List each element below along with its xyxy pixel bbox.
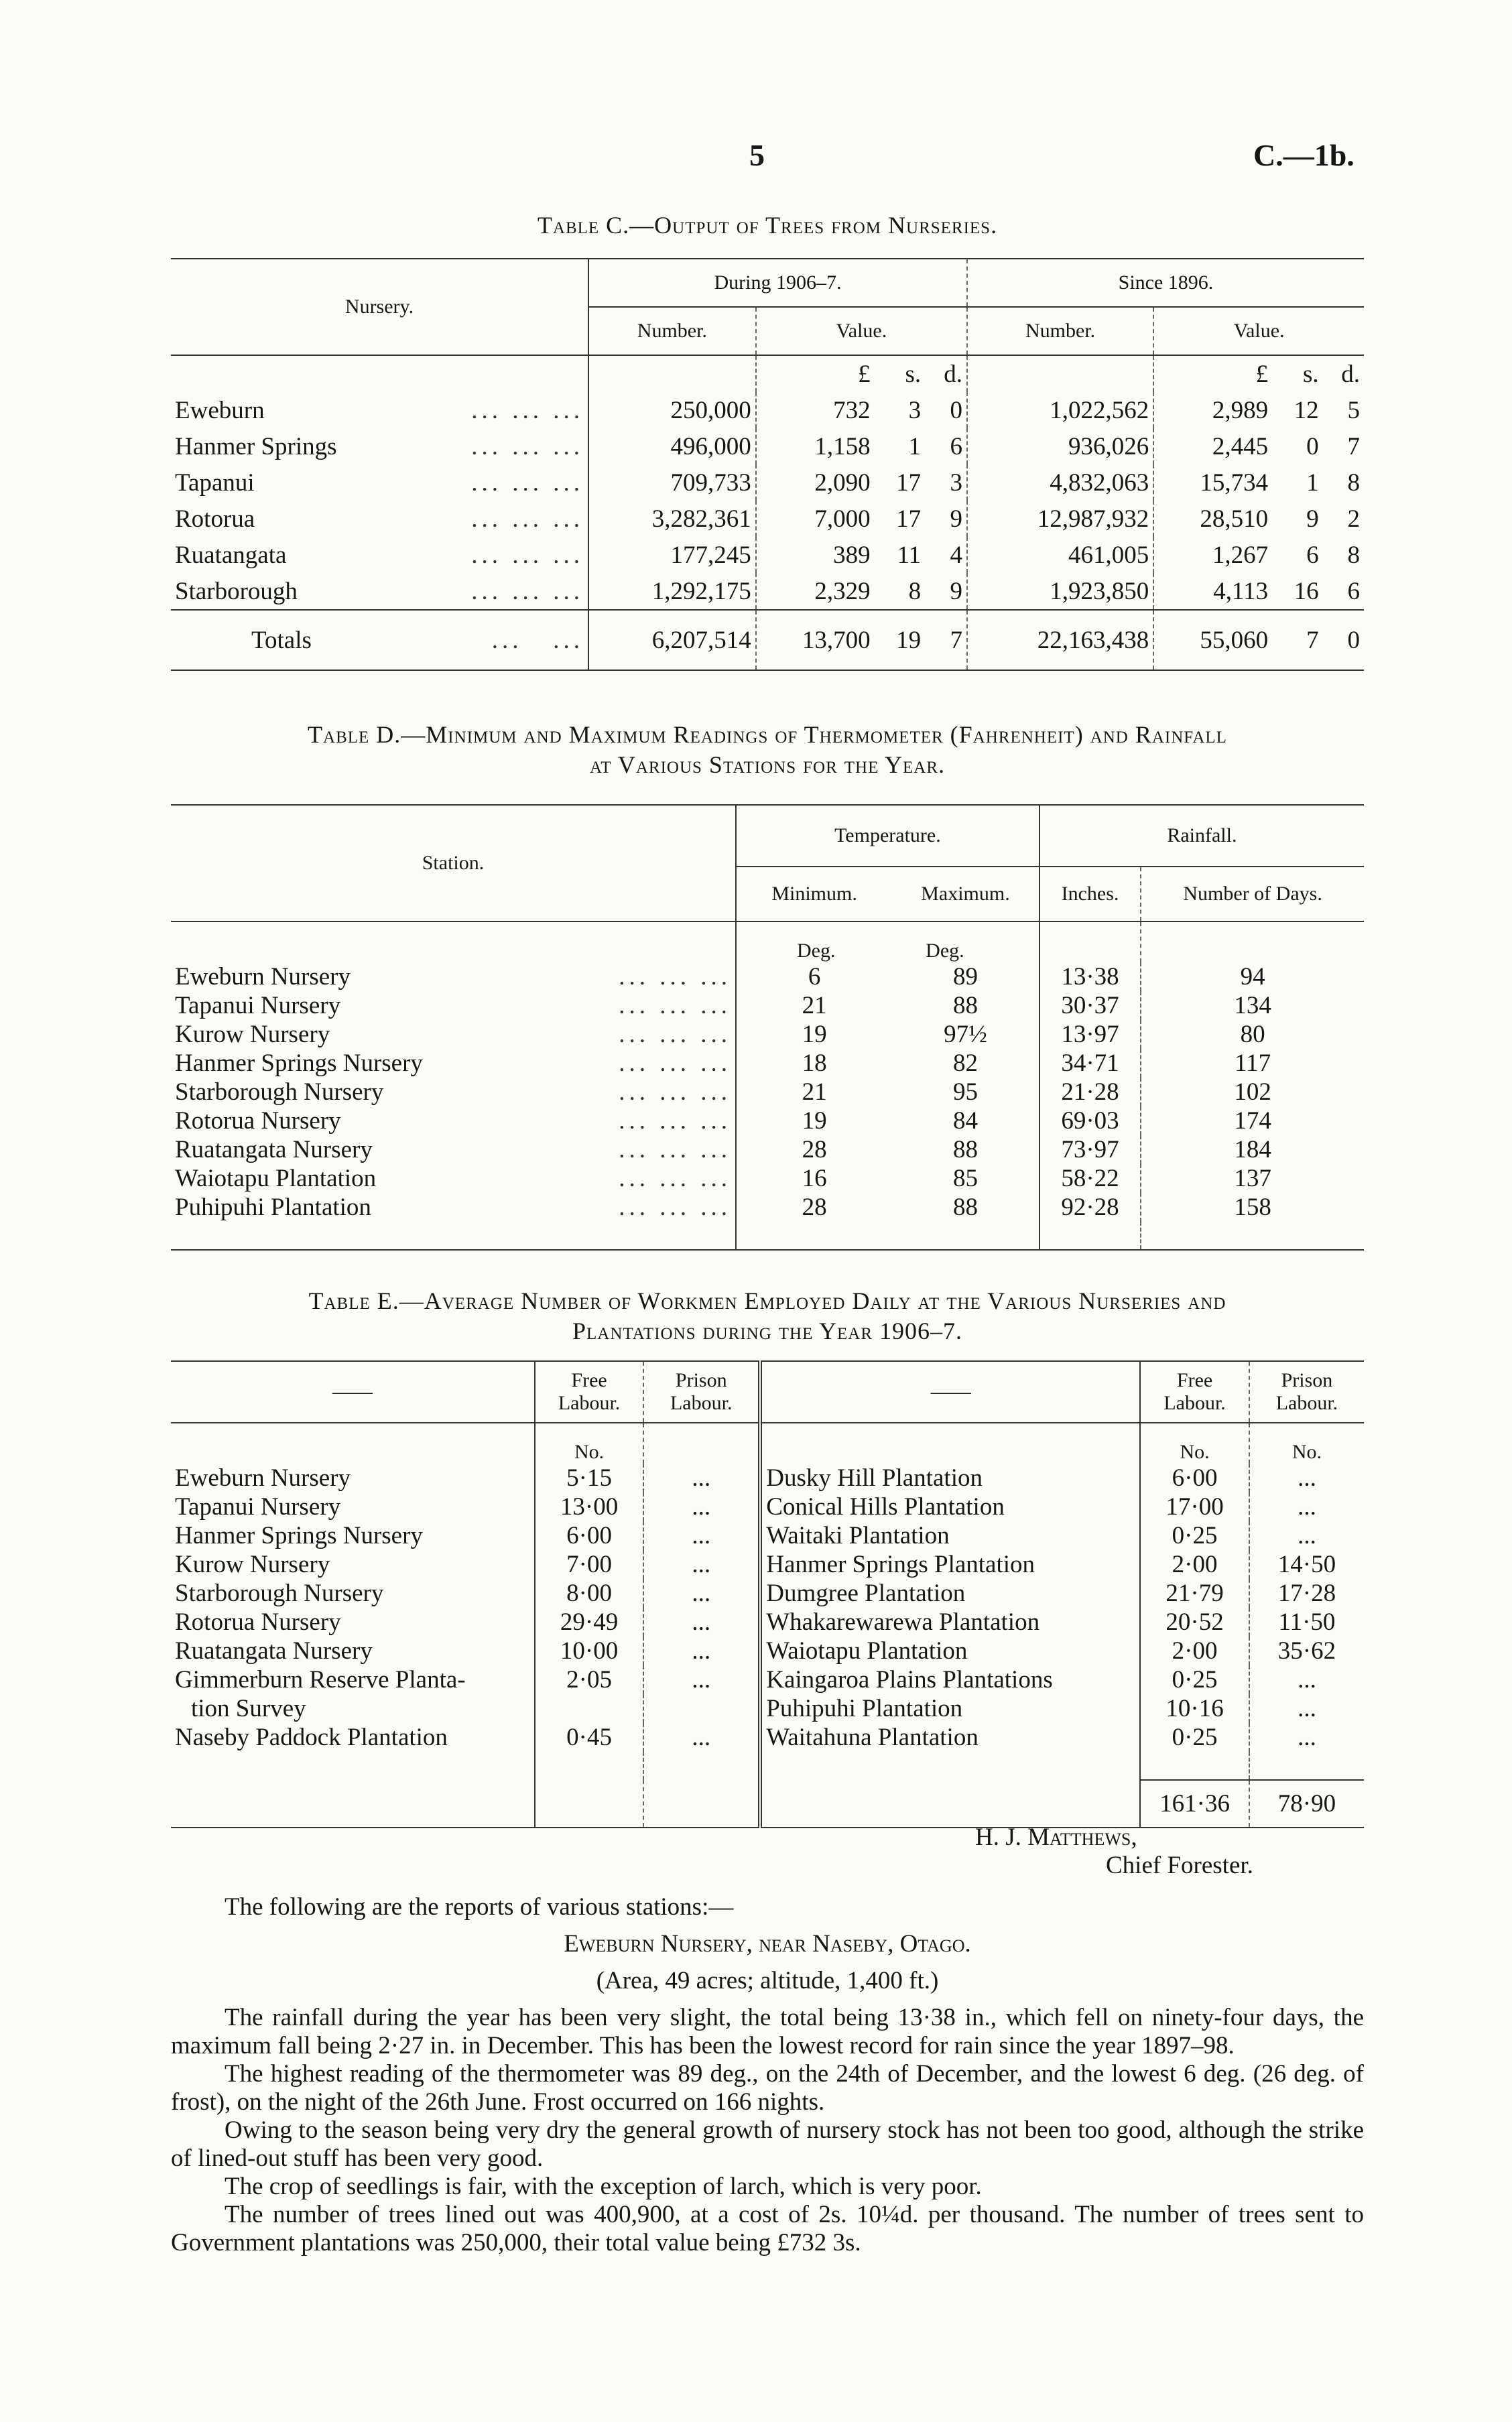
right-cell-prison: 35·62 [1277,1637,1336,1665]
table-row [171,1665,1364,1694]
table-row [171,1694,1364,1723]
cell-station: Kurow Nursery [175,1021,330,1048]
cell-s1: 17 [896,468,922,497]
cell-n2: 461,005 [1068,541,1149,569]
cell-days: 117 [1235,1049,1271,1077]
cell-n1: 177,245 [670,541,751,569]
cell-min: 18 [802,1049,827,1077]
cell-max: 82 [952,1049,978,1077]
right-cell-name: Conical Hills Plantation [766,1493,1005,1521]
cell-l1: 2,329 [814,577,871,605]
table-e-col-free-right: Free Labour. [1140,1361,1249,1423]
table-e-col-prison-left: Prison Labour. [643,1361,760,1423]
left-cell-name: Starborough Nursery [175,1580,384,1607]
left-cell-name: Kurow Nursery [175,1551,330,1578]
table-d-col-min: Minimum. [736,867,892,921]
report-paragraph: The number of trees lined out was 400,900, at a cost of 2s. 10¼d. per thousand. The number of trees sent to Government plantations was 250,000, their total value being £732 3s. [171,2201,1364,2256]
right-cell-prison: 11·50 [1278,1608,1336,1636]
cell-name: Ruatangata [175,541,287,569]
unit-no: No. [1249,1423,1364,1464]
cell-s1: 3 [908,396,922,424]
cell-l1: 2,090 [814,468,871,497]
right-cell-free: 2·00 [1172,1551,1218,1578]
right-cell-free: 17·00 [1166,1493,1224,1521]
cell-s2: 1 [1306,468,1319,497]
table-row [171,1579,1364,1608]
left-cell-name: Tapanui Nursery [175,1493,341,1521]
cell-min: 21 [802,1078,827,1106]
table-c-totals-row: Totals ... ... 6,207,514 13,700 19 7 22,163,438 55,060 7 0 [171,610,1364,670]
unit-no: No. [1140,1423,1249,1464]
table-c-group-since: Since 1896. [967,259,1364,307]
totals-d2: 0 [1347,626,1360,654]
right-cell-prison: 14·50 [1277,1551,1336,1578]
cell-l2: 4,113 [1213,577,1269,605]
cell-inches: 92·28 [1061,1194,1119,1221]
table-c-col-number-1: Number. [588,307,756,355]
table-row [171,1637,1364,1665]
left-cell-free: 2·05 [566,1666,612,1694]
table-e-col-prison-right: Prison Labour. [1249,1361,1364,1423]
right-cell-prison: ... [1298,1724,1316,1751]
table-row: Rotorua Nursery ... ... ... 19 84 69·03 174 [171,1106,1364,1135]
page-number: 5 [749,138,765,172]
cell-inches: 34·71 [1061,1049,1119,1077]
table-row [171,1723,1364,1752]
document-reference: C.—1b. [1253,138,1354,172]
unit-shillings: s. [905,360,922,388]
cell-max: 88 [952,1194,978,1221]
table-row: Hanmer Springs ... ... ... 496,000 1,158 1 6 936,026 2,445 0 7 [171,428,1364,464]
cell-d2: 7 [1347,432,1360,460]
report-paragraph: The rainfall during the year has been very slight, the total being 13·38 in., which fell on ninety-four days, the maximum fall being 2·27 in. in December. This has been the lowest record for rain since the year 1897–98. [171,2004,1364,2059]
cell-n2: 4,832,063 [1050,468,1149,497]
cell-inches: 58·22 [1061,1165,1119,1192]
left-cell-free: 13·00 [560,1493,619,1521]
cell-max: 84 [952,1107,978,1135]
cell-s2: 16 [1294,577,1319,605]
left-cell-prison: ... [692,1522,711,1549]
unit-deg: Deg. [736,921,892,962]
cell-inches: 73·97 [1061,1136,1119,1163]
cell-n1: 1,292,175 [651,577,751,605]
left-cell-free: 8·00 [566,1580,612,1607]
table-row [171,1464,1364,1492]
left-cell-free: 5·15 [566,1464,612,1492]
right-cell-name: Waitahuna Plantation [766,1724,979,1751]
left-cell-name: Eweburn Nursery [175,1464,351,1492]
cell-min: 19 [802,1107,827,1135]
cell-max: 97½ [944,1021,987,1048]
left-cell-prison: ... [692,1608,711,1636]
left-cell-free: 0·45 [566,1724,612,1751]
cell-station: Tapanui Nursery [175,992,341,1019]
cell-station: Hanmer Springs Nursery [175,1049,423,1077]
cell-d1: 9 [950,577,962,605]
left-cell-name: Ruatangata Nursery [175,1637,373,1665]
report-heading: Eweburn Nursery, near Naseby, Otago. [564,1930,971,1958]
totals-n2: 22,163,438 [967,610,1153,670]
unit-deg: Deg. [926,940,964,962]
cell-name: Eweburn [175,396,265,424]
right-cell-name: Kaingaroa Plains Plantations [766,1666,1053,1694]
right-cell-name: Dusky Hill Plantation [766,1464,983,1492]
cell-n1: 709,733 [670,468,751,497]
cell-name: Starborough [175,577,298,605]
cell-l1: 732 [833,396,871,424]
unit-pounds: £ [1153,355,1272,392]
table-row: Ruatangata Nursery ... ... ... 28 88 73·97 184 [171,1135,1364,1164]
cell-l1: 1,158 [814,432,871,460]
left-cell-name: tion Survey [191,1695,306,1722]
left-cell-free: 10·00 [560,1637,619,1665]
left-cell-free: 6·00 [566,1522,612,1549]
cell-name: Rotorua [175,505,255,533]
right-cell-free: 10·16 [1166,1695,1224,1722]
cell-days: 184 [1234,1136,1271,1163]
table-row: Tapanui Nursery ... ... ... 21 88 30·37 134 [171,991,1364,1020]
total-free-labour: 161·36 [1140,1780,1249,1828]
right-cell-free: 6·00 [1172,1464,1218,1492]
totals-n1: 6,207,514 [588,610,756,670]
left-cell-name: Gimmerburn Reserve Planta- [175,1666,466,1694]
table-d-col-max: Maximum. [921,883,1010,905]
cell-station: Eweburn Nursery [175,963,351,991]
left-cell-free: 7·00 [566,1551,612,1578]
cell-days: 158 [1234,1194,1271,1221]
right-cell-name: Dumgree Plantation [766,1580,966,1607]
table-row: Eweburn ... ... ... 250,000 732 3 0 1,022,562 2,989 12 5 [171,392,1364,428]
cell-days: 134 [1234,992,1271,1019]
table-c [171,258,1364,671]
cell-n1: 496,000 [670,432,751,460]
table-row: Eweburn Nursery ... ... ... 6 89 13·38 94 [171,962,1364,991]
cell-min: 28 [802,1136,827,1163]
table-d-col-station: Station. [422,852,485,874]
table-d-title-line1: Table D.—Minimum and Maximum Readings of Thermometer (Fahrenheit) and Rainfall [308,721,1227,748]
cell-l2: 15,734 [1200,468,1269,497]
cell-l2: 2,989 [1212,396,1269,424]
cell-s1: 1 [908,432,922,460]
totals-l1: 13,700 [756,610,875,670]
totals-l2: 55,060 [1153,610,1272,670]
cell-l1: 7,000 [814,505,871,533]
cell-s1: 11 [897,541,922,569]
cell-days: 137 [1234,1165,1271,1192]
cell-n1: 250,000 [670,396,751,424]
cell-d2: 5 [1347,396,1360,424]
cell-l1: 389 [833,541,871,569]
unit-no: No. [535,1423,643,1464]
cell-max: 88 [952,992,978,1019]
table-row [171,1608,1364,1637]
cell-s2: 0 [1306,432,1319,460]
cell-min: 16 [802,1165,827,1192]
table-c-col-value-1: Value. [756,307,967,355]
unit-pence: d. [944,360,962,388]
right-cell-prison: 17·28 [1277,1580,1336,1607]
cell-d2: 2 [1347,505,1360,533]
cell-station: Rotorua Nursery [175,1107,341,1135]
table-row: Starborough Nursery ... ... ... 21 95 21·28 102 [171,1078,1364,1106]
totals-label: Totals [251,626,312,654]
cell-inches: 13·38 [1061,963,1119,991]
report-body [171,2004,1364,2257]
cell-station: Puhipuhi Plantation [175,1194,371,1221]
cell-n2: 1,022,562 [1050,396,1149,424]
cell-inches: 21·28 [1061,1078,1119,1106]
table-e-col-blank-right: —— [760,1361,1140,1423]
right-cell-free: 20·52 [1166,1608,1224,1636]
report-paragraph: The crop of seedlings is fair, with the exception of larch, which is very poor. [225,2173,982,2200]
cell-days: 94 [1240,963,1265,991]
left-cell-prison: ... [692,1493,711,1521]
table-c-group-during: During 1906–7. [588,259,967,307]
cell-inches: 69·03 [1061,1107,1119,1135]
signature-title: Chief Forester. [1106,1852,1253,1879]
table-row [171,1550,1364,1579]
table-row: Tapanui ... ... ... 709,733 2,090 17 3 4,832,063 15,734 1 8 [171,464,1364,501]
table-d-col-days: Number of Days. [1141,867,1364,921]
right-cell-free: 0·25 [1172,1666,1218,1694]
cell-station: Ruatangata Nursery [175,1136,373,1163]
table-c-col-value-2: Value. [1153,307,1364,355]
cell-l2: 28,510 [1200,505,1269,533]
cell-n2: 936,026 [1068,432,1149,460]
cell-s1: 8 [908,577,922,605]
cell-s1: 17 [896,505,922,533]
cell-d2: 8 [1347,541,1360,569]
left-cell-prison: ... [692,1637,711,1665]
cell-n2: 1,923,850 [1050,577,1149,605]
right-cell-name: Waitaki Plantation [766,1522,950,1549]
unit-pence: d. [1341,360,1360,388]
table-e [171,1360,1364,1828]
left-cell-prison: ... [692,1580,711,1607]
cell-d2: 8 [1347,468,1360,497]
table-row: Kurow Nursery ... ... ... 19 97½ 13·97 80 [171,1020,1364,1049]
cell-days: 80 [1240,1021,1265,1048]
right-cell-prison: ... [1298,1464,1316,1492]
cell-max: 88 [952,1136,978,1163]
totals-s2: 7 [1306,626,1319,654]
left-cell-name: Hanmer Springs Nursery [175,1522,423,1549]
report-subheading: (Area, 49 acres; altitude, 1,400 ft.) [596,1967,939,1994]
right-cell-name: Puhipuhi Plantation [766,1695,963,1722]
cell-min: 28 [802,1194,827,1221]
table-row: Hanmer Springs Nursery ... ... ... 18 82 34·71 117 [171,1049,1364,1078]
cell-d1: 3 [950,468,962,497]
cell-name: Hanmer Springs [175,432,337,460]
left-cell-prison: ... [692,1551,711,1578]
left-cell-name: Naseby Paddock Plantation [175,1724,448,1751]
table-row: Rotorua ... ... ... 3,282,361 7,000 17 9 12,987,932 28,510 9 2 [171,501,1364,537]
right-cell-name: Whakarewarewa Plantation [766,1608,1040,1636]
table-row: Ruatangata ... ... ... 177,245 389 11 4 461,005 1,267 6 8 [171,537,1364,573]
cell-d1: 9 [950,505,962,533]
table-e-title-line1: Table E.—Average Number of Workmen Employed Daily at the Various Nurseries and [308,1287,1226,1314]
cell-l2: 1,267 [1212,541,1269,569]
cell-max: 89 [952,963,978,991]
right-cell-name: Waiotapu Plantation [766,1637,968,1665]
table-e-col-free-left: Free Labour. [535,1361,643,1423]
right-cell-prison: ... [1298,1666,1316,1694]
right-cell-free: 2·00 [1172,1637,1218,1665]
cell-s2: 12 [1294,396,1319,424]
table-e-title-line2: Plantations during the Year 1906–7. [572,1318,963,1344]
cell-d2: 6 [1347,577,1360,605]
left-cell-free: 29·49 [560,1608,619,1636]
right-cell-prison: ... [1298,1493,1316,1521]
left-cell-prison: ... [692,1724,711,1751]
cell-min: 21 [802,992,827,1019]
cell-n2: 12,987,932 [1037,505,1149,533]
left-cell-prison: ... [692,1666,711,1694]
right-cell-prison: ... [1298,1695,1316,1722]
reports-intro: The following are the reports of various stations:— [225,1893,734,1921]
unit-shillings: s. [1303,360,1319,388]
cell-inches: 30·37 [1061,992,1119,1019]
totals-s1: 19 [896,626,922,654]
table-d-group-rain: Rainfall. [1040,805,1364,867]
cell-days: 102 [1234,1078,1271,1106]
left-cell-name: Rotorua Nursery [175,1608,341,1636]
table-row: Waiotapu Plantation ... ... ... 16 85 58·22 137 [171,1164,1364,1193]
right-cell-prison: ... [1298,1522,1316,1549]
table-row [171,1492,1364,1521]
cell-station: Waiotapu Plantation [175,1165,377,1192]
cell-min: 19 [802,1021,827,1048]
cell-min: 6 [808,963,821,991]
unit-pounds: £ [756,355,875,392]
table-d-title-line2: at Various Stations for the Year. [589,751,946,778]
totals-d1: 7 [950,626,962,654]
cell-d1: 6 [950,432,962,460]
left-cell-prison: ... [692,1464,711,1492]
cell-inches: 13·97 [1061,1021,1119,1048]
table-c-col-number-2: Number. [967,307,1153,355]
table-e-col-blank-left: —— [332,1381,373,1403]
cell-d1: 4 [950,541,962,569]
cell-max: 85 [952,1165,978,1192]
cell-d1: 0 [950,396,962,424]
report-paragraph: Owing to the season being very dry the general growth of nursery stock has not been too good, although the strike of lined-out stuff has been very good. [171,2116,1364,2172]
table-d-group-temp: Temperature. [736,805,1040,867]
report-paragraph: The highest reading of the thermometer was 89 deg., on the 24th of December, and the lowest 6 deg. (26 deg. of frost), on the night of the 26th June. Frost occurred on 166 nights. [171,2060,1364,2116]
right-cell-name: Hanmer Springs Plantation [766,1551,1035,1578]
cell-l2: 2,445 [1212,432,1269,460]
cell-s2: 9 [1306,505,1319,533]
table-d-col-inches: Inches. [1040,867,1141,921]
cell-max: 95 [952,1078,978,1106]
right-cell-free: 0·25 [1172,1724,1218,1751]
cell-s2: 6 [1306,541,1319,569]
table-d [171,804,1364,1251]
table-c-title: Table C.—Output of Trees from Nurseries. [537,212,998,239]
cell-name: Tapanui [175,468,255,497]
cell-days: 174 [1234,1107,1271,1135]
right-cell-free: 0·25 [1172,1522,1218,1549]
cell-n1: 3,282,361 [651,505,751,533]
table-row: Starborough ... ... ... 1,292,175 2,329 8 9 1,923,850 4,113 16 6 [171,573,1364,610]
table-row: Puhipuhi Plantation ... ... ... 28 88 92·28 158 [171,1193,1364,1222]
table-c-col-nursery: Nursery. [344,296,414,318]
signature-name: H. J. Matthews, [975,1824,1137,1851]
cell-station: Starborough Nursery [175,1078,384,1106]
total-prison-labour: 78·90 [1249,1780,1364,1828]
right-cell-free: 21·79 [1166,1580,1224,1607]
table-row [171,1521,1364,1550]
